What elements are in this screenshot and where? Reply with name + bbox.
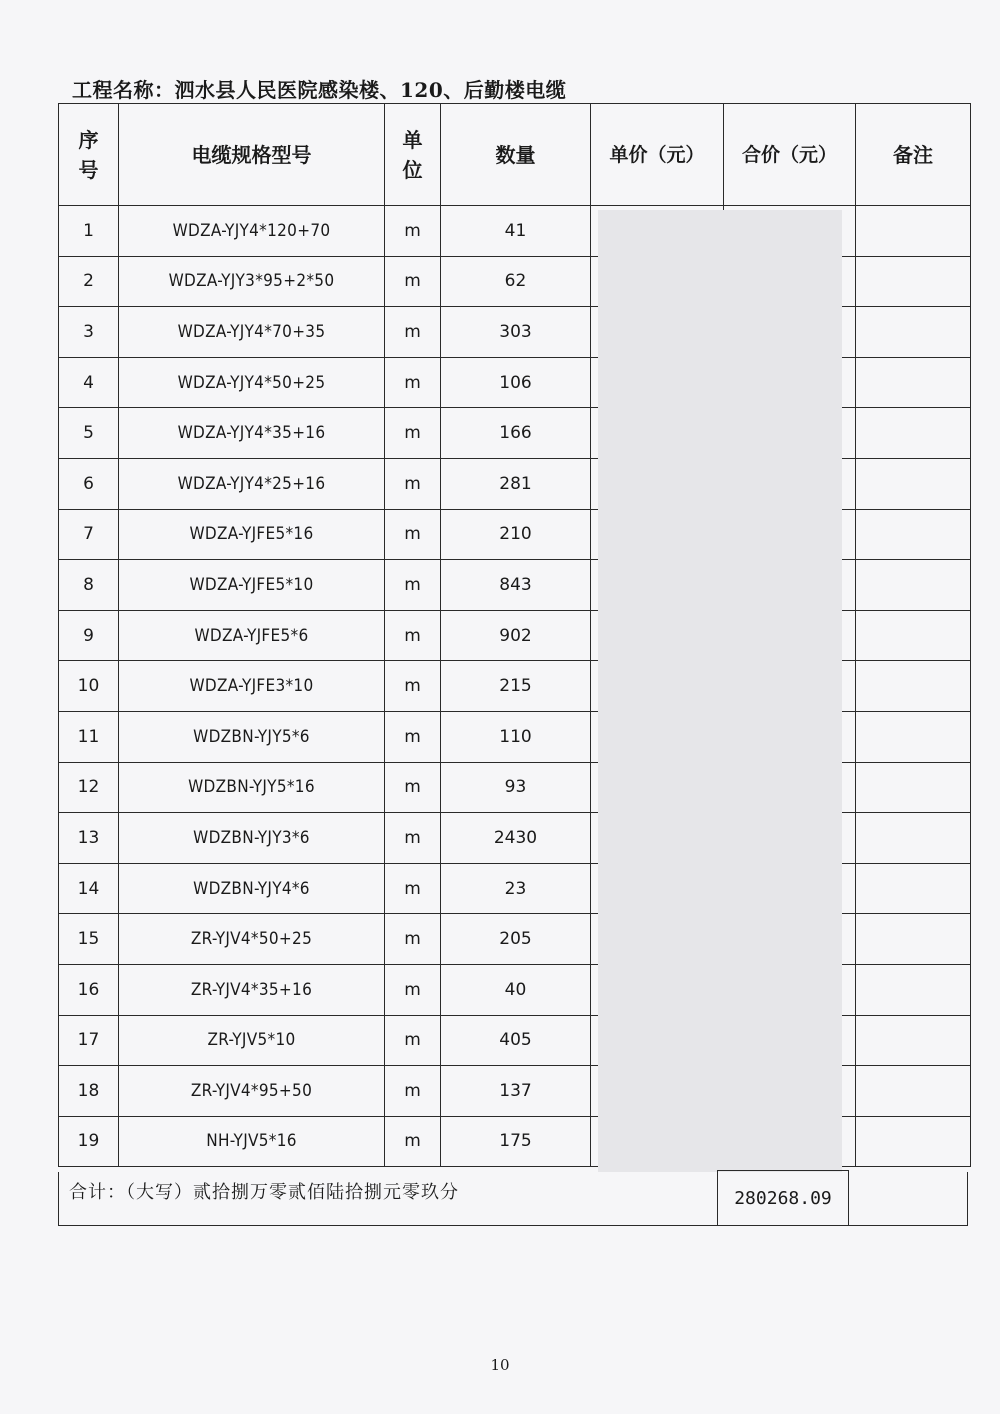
row-remark xyxy=(856,1116,971,1167)
row-unit: m xyxy=(385,661,441,712)
row-unit: m xyxy=(385,863,441,914)
row-number: 1 xyxy=(59,206,119,257)
row-qty: 281 xyxy=(441,458,591,509)
row-qty: 137 xyxy=(441,1066,591,1117)
row-qty: 23 xyxy=(441,863,591,914)
row-number: 9 xyxy=(59,610,119,661)
row-spec: WDZA-YJY4*120+70 xyxy=(119,206,385,257)
row-remark xyxy=(856,711,971,762)
row-number: 10 xyxy=(59,661,119,712)
header-remark: 备注 xyxy=(856,104,971,206)
row-spec: WDZA-YJY3*95+2*50 xyxy=(119,256,385,307)
row-spec: WDZA-YJFE5*10 xyxy=(119,560,385,611)
header-seq xyxy=(59,104,119,206)
row-unit: m xyxy=(385,256,441,307)
row-unit: m xyxy=(385,964,441,1015)
row-remark xyxy=(856,964,971,1015)
row-remark xyxy=(856,307,971,358)
row-unit: m xyxy=(385,408,441,459)
row-number: 2 xyxy=(59,256,119,307)
row-number: 3 xyxy=(59,307,119,358)
redaction-mask xyxy=(598,210,842,1172)
header-seq-line2: 号 xyxy=(78,157,99,182)
row-qty: 62 xyxy=(441,256,591,307)
header-unit-line2: 位 xyxy=(402,157,423,182)
row-qty: 41 xyxy=(441,206,591,257)
header-unit xyxy=(385,104,441,206)
row-qty: 2430 xyxy=(441,813,591,864)
row-number: 5 xyxy=(59,408,119,459)
row-qty: 303 xyxy=(441,307,591,358)
row-remark xyxy=(856,408,971,459)
row-remark xyxy=(856,560,971,611)
header-unit-price: 单价（元） xyxy=(591,104,724,206)
row-qty: 106 xyxy=(441,357,591,408)
row-remark xyxy=(856,661,971,712)
row-qty: 205 xyxy=(441,914,591,965)
row-number: 4 xyxy=(59,357,119,408)
row-unit: m xyxy=(385,357,441,408)
summary-total: 280268.09 xyxy=(717,1170,849,1226)
row-spec: WDZA-YJY4*25+16 xyxy=(119,458,385,509)
page-number: 10 xyxy=(490,1356,510,1374)
row-spec: WDZBN-YJY3*6 xyxy=(119,813,385,864)
row-unit: m xyxy=(385,1066,441,1117)
row-number: 16 xyxy=(59,964,119,1015)
row-qty: 215 xyxy=(441,661,591,712)
row-remark xyxy=(856,863,971,914)
row-spec: ZR-YJV4*95+50 xyxy=(119,1066,385,1117)
row-spec: ZR-YJV5*10 xyxy=(119,1015,385,1066)
header-seq-line1: 序 xyxy=(78,127,99,152)
row-number: 13 xyxy=(59,813,119,864)
row-spec: NH-YJV5*16 xyxy=(119,1116,385,1167)
row-unit: m xyxy=(385,813,441,864)
header-total-price: 合价（元） xyxy=(724,104,856,206)
row-qty: 93 xyxy=(441,762,591,813)
table-header-row xyxy=(59,104,971,206)
row-remark xyxy=(856,509,971,560)
row-spec: WDZA-YJY4*50+25 xyxy=(119,357,385,408)
row-remark xyxy=(856,610,971,661)
row-number: 6 xyxy=(59,458,119,509)
row-number: 18 xyxy=(59,1066,119,1117)
row-spec: ZR-YJV4*35+16 xyxy=(119,964,385,1015)
row-number: 7 xyxy=(59,509,119,560)
header-spec: 电缆规格型号 xyxy=(119,104,385,206)
row-remark xyxy=(856,914,971,965)
row-unit: m xyxy=(385,1015,441,1066)
row-number: 8 xyxy=(59,560,119,611)
row-unit: m xyxy=(385,914,441,965)
row-number: 12 xyxy=(59,762,119,813)
row-unit: m xyxy=(385,1116,441,1167)
row-spec: WDZA-YJY4*35+16 xyxy=(119,408,385,459)
row-spec: WDZA-YJY4*70+35 xyxy=(119,307,385,358)
row-qty: 166 xyxy=(441,408,591,459)
row-unit: m xyxy=(385,307,441,358)
header-unit-line1: 单 xyxy=(402,127,423,152)
row-qty: 175 xyxy=(441,1116,591,1167)
row-number: 14 xyxy=(59,863,119,914)
row-remark xyxy=(856,256,971,307)
row-unit: m xyxy=(385,610,441,661)
row-spec: ZR-YJV4*50+25 xyxy=(119,914,385,965)
row-spec: WDZBN-YJY5*6 xyxy=(119,711,385,762)
row-qty: 40 xyxy=(441,964,591,1015)
row-qty: 210 xyxy=(441,509,591,560)
row-spec: WDZBN-YJY4*6 xyxy=(119,863,385,914)
row-unit: m xyxy=(385,711,441,762)
row-spec: WDZA-YJFE5*6 xyxy=(119,610,385,661)
summary-row xyxy=(58,1172,968,1226)
row-number: 11 xyxy=(59,711,119,762)
row-remark xyxy=(856,458,971,509)
row-unit: m xyxy=(385,560,441,611)
row-qty: 405 xyxy=(441,1015,591,1066)
row-unit: m xyxy=(385,458,441,509)
row-qty: 110 xyxy=(441,711,591,762)
row-qty: 902 xyxy=(441,610,591,661)
row-remark xyxy=(856,762,971,813)
summary-label: 合计：（大写）贰拾捌万零贰佰陆拾捌元零玖分 xyxy=(69,1182,459,1203)
row-spec: WDZA-YJFE5*16 xyxy=(119,509,385,560)
row-remark xyxy=(856,1066,971,1117)
row-remark xyxy=(856,813,971,864)
row-number: 15 xyxy=(59,914,119,965)
project-title: 工程名称：泗水县人民医院感染楼、120、后勤楼电缆 xyxy=(72,78,567,102)
row-number: 17 xyxy=(59,1015,119,1066)
row-spec: WDZA-YJFE3*10 xyxy=(119,661,385,712)
row-number: 19 xyxy=(59,1116,119,1167)
row-unit: m xyxy=(385,762,441,813)
row-remark xyxy=(856,1015,971,1066)
row-remark xyxy=(856,357,971,408)
row-spec: WDZBN-YJY5*16 xyxy=(119,762,385,813)
row-unit: m xyxy=(385,509,441,560)
row-unit: m xyxy=(385,206,441,257)
row-remark xyxy=(856,206,971,257)
header-qty: 数量 xyxy=(441,104,591,206)
row-qty: 843 xyxy=(441,560,591,611)
